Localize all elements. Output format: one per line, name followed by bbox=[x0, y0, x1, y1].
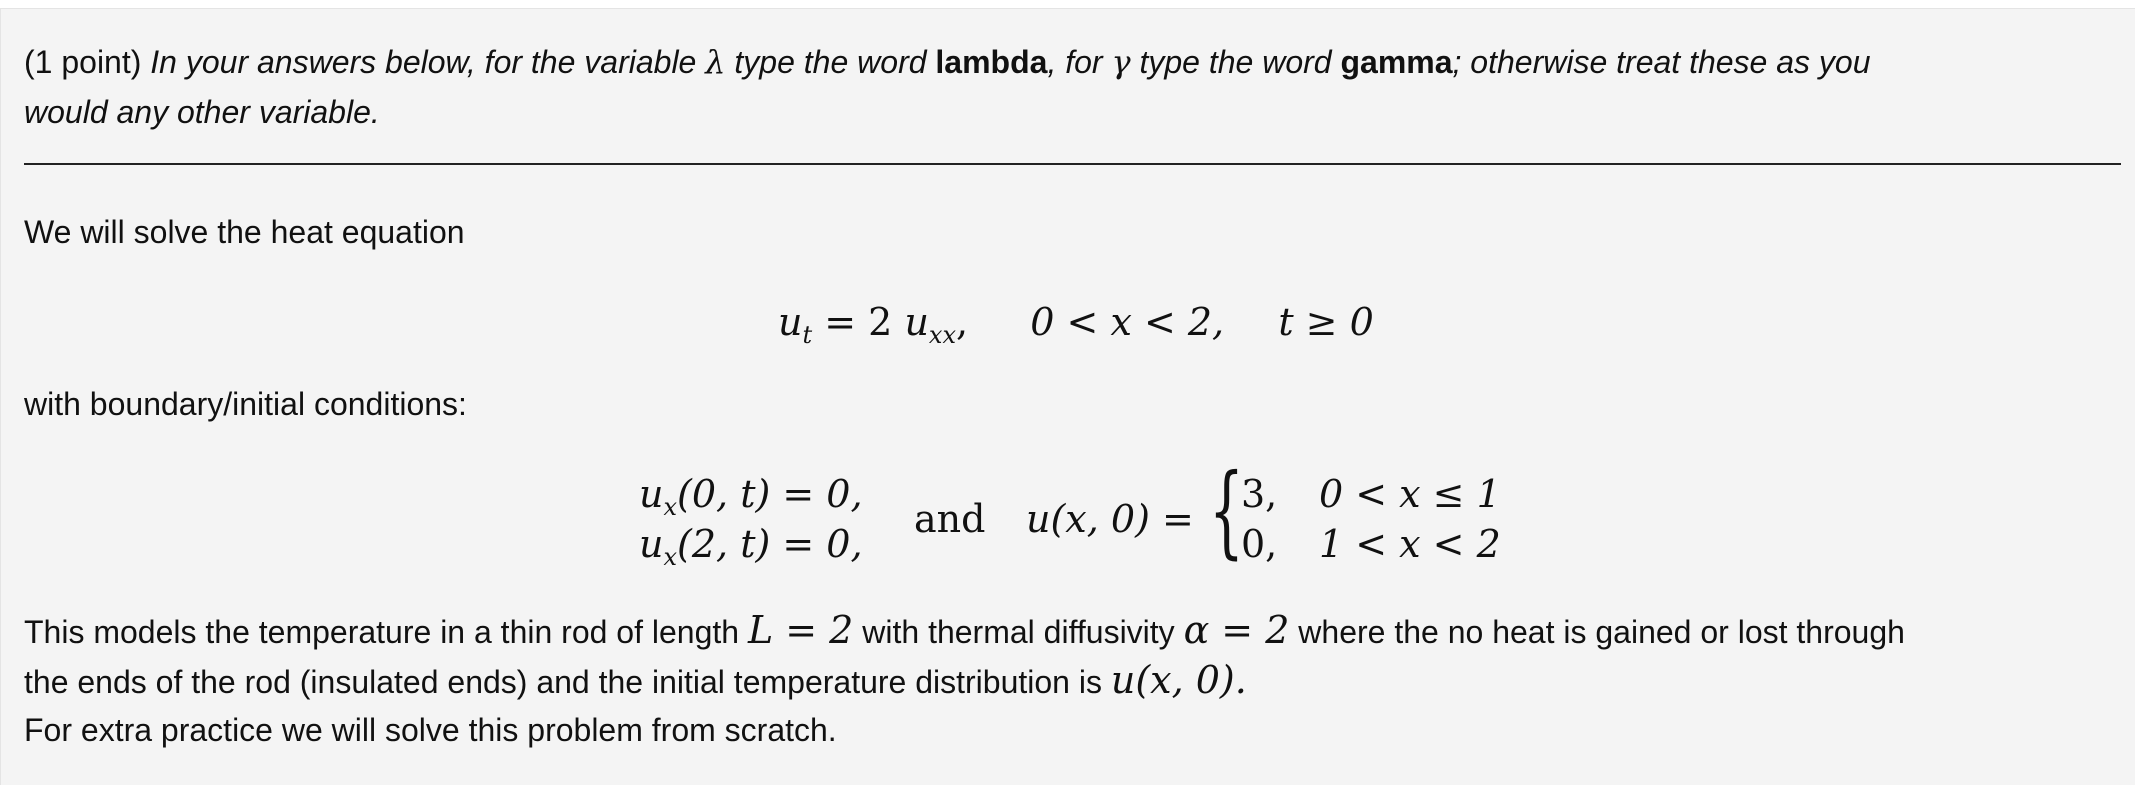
bc-2 bbox=[639, 519, 863, 582]
initial-condition-lhs: u(x, 0) = bbox=[1026, 497, 1194, 541]
practice-line: For extra practice we will solve this problem from scratch. bbox=[24, 712, 837, 748]
gamma-symbol: γ bbox=[1111, 43, 1131, 81]
pde-u2: u bbox=[904, 300, 929, 344]
heat-equation bbox=[778, 297, 1374, 360]
pde-domain: 0 < x < 2, bbox=[1030, 300, 1225, 344]
pde-xx-sub: xx bbox=[928, 321, 956, 349]
intro-text-3: , for bbox=[1047, 44, 1103, 80]
conditions-intro: with boundary/initial conditions: bbox=[24, 386, 467, 422]
model-text-3: where the no heat is gained or lost through bbox=[1298, 614, 1905, 650]
intro-line-1 bbox=[24, 37, 1871, 87]
heat-intro: We will solve the heat equation bbox=[24, 214, 465, 250]
and-word: and bbox=[914, 497, 986, 541]
divider bbox=[24, 163, 2121, 165]
intro-text-2: type the word bbox=[734, 44, 927, 80]
problem-panel bbox=[0, 8, 2135, 785]
case-2-value: 0, bbox=[1241, 522, 1278, 566]
bc2-u: u bbox=[639, 522, 664, 566]
pde-u: u bbox=[778, 300, 803, 344]
intro-text-5: ; otherwise treat these as you bbox=[1452, 44, 1871, 80]
case-2-condition: 1 < x < 2 bbox=[1319, 522, 1501, 566]
points-label: (1 point) bbox=[24, 44, 142, 80]
piecewise-brace: { bbox=[1209, 452, 1244, 569]
pde-comma: , bbox=[956, 300, 969, 344]
pde-time: t ≥ 0 bbox=[1278, 300, 1374, 344]
gamma-word: gamma bbox=[1340, 44, 1453, 80]
length-eq: L = 2 bbox=[747, 608, 854, 652]
model-text-1: This models the temperature in a thin rod of length bbox=[24, 614, 740, 650]
bc1-x-sub: x bbox=[663, 493, 678, 521]
pde-t-sub: t bbox=[802, 321, 813, 349]
init-fn: u(x, 0). bbox=[1110, 658, 1247, 702]
model-line-1 bbox=[24, 605, 1905, 657]
alpha-eq: α = 2 bbox=[1183, 608, 1290, 652]
lambda-word: lambda bbox=[935, 44, 1048, 80]
model-text-2: with thermal diffusivity bbox=[862, 614, 1175, 650]
bc1-u: u bbox=[639, 472, 664, 516]
bc2-x-sub: x bbox=[663, 543, 678, 571]
case-1-value: 3, bbox=[1241, 472, 1278, 516]
intro-line-2: would any other variable. bbox=[24, 94, 380, 130]
lambda-symbol: λ bbox=[705, 43, 726, 81]
model-line-2 bbox=[24, 655, 1247, 707]
model-text-4: the ends of the rod (insulated ends) and the initial temperature distribution is bbox=[24, 664, 1102, 700]
bc2-rest: (2, t) = 0, bbox=[677, 522, 863, 566]
intro-text-4: type the word bbox=[1139, 44, 1332, 80]
intro-text-1: In your answers below, for the variable bbox=[150, 44, 697, 80]
case-1-condition: 0 < x ≤ 1 bbox=[1319, 472, 1501, 516]
bc1-rest: (0, t) = 0, bbox=[677, 472, 863, 516]
pde-eq: = 2 bbox=[824, 300, 893, 344]
